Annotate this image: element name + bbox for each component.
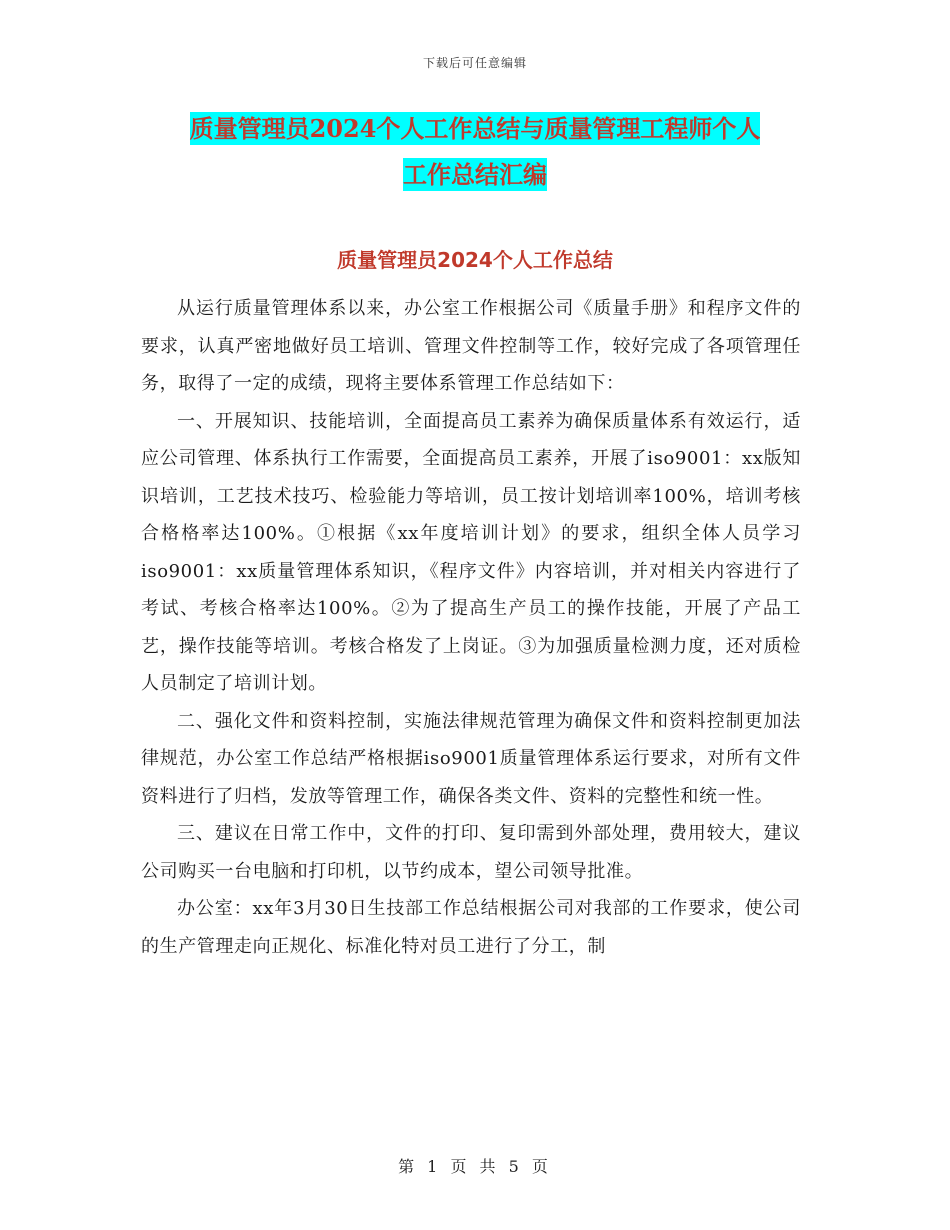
body-text [141, 290, 801, 965]
document-title [120, 106, 830, 198]
page-footer: 第 1 页 共 5 页 [398, 1157, 552, 1176]
header-note: 下载后可任意编辑 [422, 56, 527, 70]
paragraph: 从运行质量管理体系以来，办公室工作根据公司《质量手册》和程序文件的要求，认真严密地做好员工培训、管理文件控制等工作，较好完成了各项管理任务，取得了一定的成绩，现将主要体系管理工作总结如下： [141, 298, 801, 394]
paragraph: 三、建议在日常工作中，文件的打印、复印需到外部处理，费用较大，建议公司购买一台电脑和打印机，以节约成本，望公司领导批准。 [141, 823, 801, 882]
title-line-2: 工作总结汇编 [403, 160, 547, 189]
title-line-1: 质量管理员2024个人工作总结与质量管理工程师个人 [189, 114, 761, 143]
paragraph: 办公室：xx年3月30日生技部工作总结根据公司对我部的工作要求，使公司的生产管理走向正规化、标准化特对员工进行了分工，制 [141, 898, 801, 957]
section-title: 质量管理员2024个人工作总结 [337, 248, 613, 272]
paragraph: 二、强化文件和资料控制，实施法律规范管理为确保文件和资料控制更加法律规范，办公室工作总结严格根据iso9001质量管理体系运行要求，对所有文件资料进行了归档，发放等管理工作，确保各类文件、资料的完整性和统一性。 [141, 710, 801, 807]
paragraph: 一、开展知识、技能培训，全面提高员工素养为确保质量体系有效运行，适应公司管理、体系执行工作需要，全面提高员工素养，开展了iso9001：xx版知识培训，工艺技术技巧、检验能力等培训，员工按计划培训率100%，培训考核合格格率达100%。①根据《xx年度培训计划》的要求，组织全体人员学习iso9001：xx质量管理体系知识，《程序文件》内容培训，并对相关内容进行了考试、考核合格率达100%。②为了提高生产员工的操作技能，开展了产品工艺，操作技能等培训。考核合格发了上岗证。③为加强质量检测力度，还对质检人员制定了培训计划。 [141, 410, 801, 694]
